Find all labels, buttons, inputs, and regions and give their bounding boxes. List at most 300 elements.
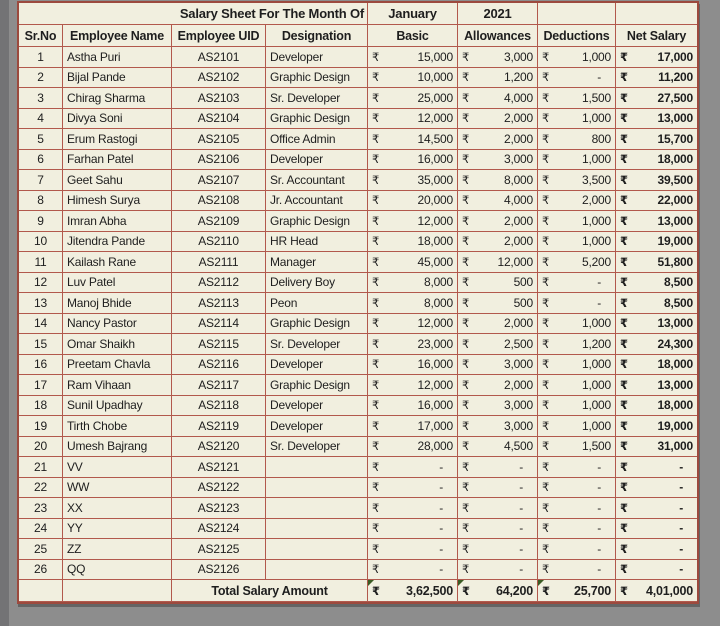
cell-basic[interactable]: ₹ -: [368, 519, 458, 540]
cell-sr-no[interactable]: 8: [19, 191, 63, 212]
total-allowances-cell[interactable]: ₹ 64,200: [458, 580, 538, 602]
rupee-icon: ₹: [462, 154, 470, 167]
rupee-icon: ₹: [542, 564, 550, 577]
cell-basic[interactable]: ₹ 8,000: [368, 273, 458, 294]
cell-net-salary[interactable]: ₹ 51,800: [616, 252, 697, 273]
cell-basic[interactable]: ₹ 12,000: [368, 211, 458, 232]
cell-designation[interactable]: Jr. Accountant: [266, 191, 368, 212]
column-header-employee-name[interactable]: Employee Name: [63, 25, 172, 47]
cell-allowances[interactable]: ₹ 8,000: [458, 170, 538, 191]
rupee-icon: ₹: [620, 420, 628, 433]
rupee-icon: ₹: [462, 400, 470, 413]
table-row: [19, 334, 697, 355]
rupee-icon: ₹: [372, 277, 380, 290]
cell-employee-name[interactable]: Farhan Patel: [63, 150, 172, 171]
cell-net-salary[interactable]: ₹ 17,000: [616, 47, 697, 68]
cell-allowances[interactable]: ₹ -: [458, 478, 538, 499]
table-row: [19, 129, 697, 150]
cell-sr-no[interactable]: 17: [19, 375, 63, 396]
rupee-icon: ₹: [372, 256, 380, 269]
cell-sr-no[interactable]: 4: [19, 109, 63, 130]
sheet-title: Salary Sheet For The Month Of: [179, 6, 364, 21]
rupee-icon: ₹: [542, 502, 550, 515]
cell-basic[interactable]: ₹ -: [368, 498, 458, 519]
cell-employee-name[interactable]: Omar Shaikh: [63, 334, 172, 355]
cell-allowances[interactable]: ₹ 4,000: [458, 88, 538, 109]
table-row: [19, 314, 697, 335]
cell-deductions[interactable]: ₹ -: [538, 519, 616, 540]
cell-employee-uid[interactable]: AS2105: [172, 129, 266, 150]
cell-deductions[interactable]: ₹ -: [538, 68, 616, 89]
rupee-icon: ₹: [462, 338, 470, 351]
cell-sr-no[interactable]: 1: [19, 47, 63, 68]
cell-sr-no[interactable]: 22: [19, 478, 63, 499]
cell-employee-uid[interactable]: AS2115: [172, 334, 266, 355]
cell-basic[interactable]: ₹ 25,000: [368, 88, 458, 109]
cell-deductions[interactable]: ₹ -: [538, 457, 616, 478]
cell-employee-uid[interactable]: AS2120: [172, 437, 266, 458]
column-header-net-salary[interactable]: Net Salary: [616, 25, 697, 47]
cell-allowances[interactable]: ₹ 3,000: [458, 355, 538, 376]
cell-designation[interactable]: Developer: [266, 47, 368, 68]
cell-basic[interactable]: ₹ 8,000: [368, 293, 458, 314]
cell-net-salary[interactable]: ₹ 22,000: [616, 191, 697, 212]
rupee-icon: ₹: [542, 215, 550, 228]
cell-employee-name[interactable]: Jitendra Pande: [63, 232, 172, 253]
cell-allowances[interactable]: ₹ 2,000: [458, 211, 538, 232]
rupee-icon: ₹: [620, 482, 628, 495]
rupee-icon: ₹: [542, 133, 550, 146]
cell-sr-no[interactable]: 19: [19, 416, 63, 437]
rupee-icon: ₹: [620, 502, 628, 515]
rupee-icon: ₹: [372, 338, 380, 351]
cell-deductions[interactable]: ₹ -: [538, 539, 616, 560]
cell-allowances[interactable]: ₹ 2,000: [458, 232, 538, 253]
cell-allowances[interactable]: ₹ 4,000: [458, 191, 538, 212]
cell-basic[interactable]: ₹ 16,000: [368, 355, 458, 376]
cell-deductions[interactable]: ₹ 5,200: [538, 252, 616, 273]
cell-employee-name[interactable]: Himesh Surya: [63, 191, 172, 212]
cell-sr-no[interactable]: 5: [19, 129, 63, 150]
cell-net-salary[interactable]: ₹ 8,500: [616, 293, 697, 314]
cell-sr-no[interactable]: 7: [19, 170, 63, 191]
cell-allowances[interactable]: ₹ 3,000: [458, 47, 538, 68]
cell-allowances[interactable]: ₹ 3,000: [458, 416, 538, 437]
rupee-icon: ₹: [542, 277, 550, 290]
cell-employee-name[interactable]: QQ: [63, 560, 172, 581]
cell-net-salary[interactable]: ₹ 18,000: [616, 355, 697, 376]
cell-net-salary[interactable]: ₹ 18,000: [616, 150, 697, 171]
table-row: [19, 498, 697, 519]
cell-sr-no[interactable]: 21: [19, 457, 63, 478]
rupee-icon: ₹: [372, 154, 380, 167]
rupee-icon: ₹: [542, 195, 550, 208]
cell-net-salary[interactable]: ₹ -: [616, 519, 697, 540]
cell-deductions[interactable]: ₹ 1,200: [538, 334, 616, 355]
cell-allowances[interactable]: ₹ 500: [458, 293, 538, 314]
cell-employee-uid[interactable]: AS2112: [172, 273, 266, 294]
column-header-basic[interactable]: Basic: [368, 25, 458, 47]
cell-sr-no[interactable]: 23: [19, 498, 63, 519]
column-header-deductions[interactable]: Deductions: [538, 25, 616, 47]
cell-employee-uid[interactable]: AS2121: [172, 457, 266, 478]
cell-employee-name[interactable]: Bijal Pande: [63, 68, 172, 89]
cell-employee-uid[interactable]: AS2109: [172, 211, 266, 232]
rupee-icon: ₹: [542, 113, 550, 126]
cell-employee-name[interactable]: Nancy Pastor: [63, 314, 172, 335]
cell-basic[interactable]: ₹ 14,500: [368, 129, 458, 150]
cell-allowances[interactable]: ₹ 500: [458, 273, 538, 294]
rupee-icon: ₹: [620, 585, 628, 598]
sheet-title-cell[interactable]: [19, 3, 368, 25]
cell-allowances[interactable]: ₹ 3,000: [458, 150, 538, 171]
cell-employee-name[interactable]: Manoj Bhide: [63, 293, 172, 314]
cell-net-salary[interactable]: ₹ 13,000: [616, 375, 697, 396]
column-header-employee-uid[interactable]: Employee UID: [172, 25, 266, 47]
column-header-sr-no[interactable]: Sr.No: [19, 25, 63, 47]
cell-basic[interactable]: ₹ -: [368, 478, 458, 499]
rupee-icon: ₹: [542, 51, 550, 64]
cell-deductions[interactable]: ₹ 1,000: [538, 109, 616, 130]
cell-net-salary[interactable]: ₹ 27,500: [616, 88, 697, 109]
cell-employee-name[interactable]: YY: [63, 519, 172, 540]
cell-sr-no[interactable]: 26: [19, 560, 63, 581]
cell-designation[interactable]: [266, 498, 368, 519]
cell-employee-name[interactable]: Umesh Bajrang: [63, 437, 172, 458]
cell-designation[interactable]: Graphic Design: [266, 375, 368, 396]
rupee-icon: ₹: [620, 133, 628, 146]
rupee-icon: ₹: [542, 461, 550, 474]
cell-basic[interactable]: ₹ -: [368, 539, 458, 560]
cell-designation[interactable]: Sr. Accountant: [266, 170, 368, 191]
cell-basic[interactable]: ₹ -: [368, 560, 458, 581]
cell-allowances[interactable]: ₹ 3,000: [458, 396, 538, 417]
cell-basic[interactable]: ₹ 12,000: [368, 314, 458, 335]
cell-sr-no[interactable]: 3: [19, 88, 63, 109]
cell-sr-no[interactable]: 24: [19, 519, 63, 540]
cell-allowances[interactable]: ₹ 12,000: [458, 252, 538, 273]
cell-designation[interactable]: Developer: [266, 355, 368, 376]
cell-employee-uid[interactable]: AS2124: [172, 519, 266, 540]
cell-basic[interactable]: ₹ 23,000: [368, 334, 458, 355]
cell-employee-name[interactable]: Erum Rastogi: [63, 129, 172, 150]
cell-allowances[interactable]: ₹ -: [458, 560, 538, 581]
rupee-icon: ₹: [462, 379, 470, 392]
cell-designation[interactable]: Graphic Design: [266, 314, 368, 335]
cell-basic[interactable]: ₹ 45,000: [368, 252, 458, 273]
cell-net-salary[interactable]: ₹ 39,500: [616, 170, 697, 191]
rupee-icon: ₹: [542, 338, 550, 351]
cell-designation[interactable]: Developer: [266, 396, 368, 417]
cell-net-salary[interactable]: ₹ 24,300: [616, 334, 697, 355]
cell-net-salary[interactable]: ₹ -: [616, 539, 697, 560]
cell-designation[interactable]: Graphic Design: [266, 211, 368, 232]
table-row: [19, 355, 697, 376]
cell-allowances[interactable]: ₹ -: [458, 498, 538, 519]
cell-designation[interactable]: [266, 478, 368, 499]
cell-net-salary[interactable]: ₹ 19,000: [616, 232, 697, 253]
total-label-cell[interactable]: Total Salary Amount: [172, 580, 368, 602]
rupee-icon: ₹: [372, 215, 380, 228]
cell-net-salary[interactable]: ₹ 13,000: [616, 314, 697, 335]
cell-allowances[interactable]: ₹ 2,000: [458, 109, 538, 130]
cell-employee-uid[interactable]: AS2119: [172, 416, 266, 437]
cell-sr-no[interactable]: 14: [19, 314, 63, 335]
rupee-icon: ₹: [462, 461, 470, 474]
cell-employee-name[interactable]: Imran Abha: [63, 211, 172, 232]
cell-employee-name[interactable]: Sunil Upadhay: [63, 396, 172, 417]
rupee-icon: ₹: [620, 543, 628, 556]
rupee-icon: ₹: [620, 564, 628, 577]
cell-deductions[interactable]: ₹ 1,000: [538, 150, 616, 171]
cell-employee-name[interactable]: Kailash Rane: [63, 252, 172, 273]
rupee-icon: ₹: [542, 441, 550, 454]
cell-sr-no[interactable]: 2: [19, 68, 63, 89]
cell-sr-no[interactable]: 20: [19, 437, 63, 458]
rupee-icon: ₹: [462, 195, 470, 208]
cell-deductions[interactable]: ₹ 1,000: [538, 355, 616, 376]
cell-employee-uid[interactable]: AS2126: [172, 560, 266, 581]
rupee-icon: ₹: [462, 585, 470, 598]
cell-deductions[interactable]: ₹ -: [538, 478, 616, 499]
empty-cell[interactable]: [19, 580, 63, 602]
rupee-icon: ₹: [620, 523, 628, 536]
cell-net-salary[interactable]: ₹ 13,000: [616, 211, 697, 232]
rupee-icon: ₹: [620, 154, 628, 167]
cell-designation[interactable]: Sr. Developer: [266, 88, 368, 109]
cell-deductions[interactable]: ₹ -: [538, 498, 616, 519]
cell-designation[interactable]: Manager: [266, 252, 368, 273]
empty-cell[interactable]: [538, 3, 616, 25]
cell-net-salary[interactable]: ₹ 13,000: [616, 109, 697, 130]
cell-deductions[interactable]: ₹ 1,500: [538, 437, 616, 458]
cell-employee-name[interactable]: XX: [63, 498, 172, 519]
cell-employee-name[interactable]: VV: [63, 457, 172, 478]
cell-basic[interactable]: ₹ 35,000: [368, 170, 458, 191]
cell-employee-uid[interactable]: AS2123: [172, 498, 266, 519]
column-header-designation[interactable]: Designation: [266, 25, 368, 47]
cell-employee-uid[interactable]: AS2118: [172, 396, 266, 417]
table-row: [19, 88, 697, 109]
rupee-icon: ₹: [372, 564, 380, 577]
cell-basic[interactable]: ₹ 28,000: [368, 437, 458, 458]
cell-allowances[interactable]: ₹ -: [458, 519, 538, 540]
cell-deductions[interactable]: ₹ 1,000: [538, 375, 616, 396]
cell-net-salary[interactable]: ₹ 15,700: [616, 129, 697, 150]
cell-employee-name[interactable]: Luv Patel: [63, 273, 172, 294]
cell-designation[interactable]: Sr. Developer: [266, 334, 368, 355]
cell-deductions[interactable]: ₹ 1,000: [538, 47, 616, 68]
total-net-salary-cell[interactable]: ₹ 4,01,000: [616, 580, 697, 602]
rupee-icon: ₹: [462, 543, 470, 556]
rupee-icon: ₹: [462, 215, 470, 228]
cell-deductions[interactable]: ₹ -: [538, 293, 616, 314]
cell-sr-no[interactable]: 12: [19, 273, 63, 294]
cell-net-salary[interactable]: ₹ -: [616, 478, 697, 499]
cell-deductions[interactable]: ₹ 1,000: [538, 211, 616, 232]
rupee-icon: ₹: [542, 174, 550, 187]
cell-deductions[interactable]: ₹ 1,000: [538, 396, 616, 417]
cell-allowances[interactable]: ₹ 2,000: [458, 314, 538, 335]
cell-sr-no[interactable]: 16: [19, 355, 63, 376]
cell-net-salary[interactable]: ₹ -: [616, 560, 697, 581]
cell-basic[interactable]: ₹ 17,000: [368, 416, 458, 437]
cell-employee-uid[interactable]: AS2125: [172, 539, 266, 560]
rupee-icon: ₹: [372, 543, 380, 556]
total-deductions-cell[interactable]: ₹ 25,700: [538, 580, 616, 602]
table-row: [19, 396, 697, 417]
cell-deductions[interactable]: ₹ 800: [538, 129, 616, 150]
cell-allowances[interactable]: ₹ 4,500: [458, 437, 538, 458]
cell-employee-name[interactable]: Preetam Chavla: [63, 355, 172, 376]
empty-cell[interactable]: [63, 580, 172, 602]
cell-allowances[interactable]: ₹ 1,200: [458, 68, 538, 89]
empty-cell[interactable]: [616, 3, 697, 25]
cell-deductions[interactable]: ₹ 3,500: [538, 170, 616, 191]
cell-employee-uid[interactable]: AS2107: [172, 170, 266, 191]
cell-employee-name[interactable]: ZZ: [63, 539, 172, 560]
cell-employee-uid[interactable]: AS2116: [172, 355, 266, 376]
rupee-icon: ₹: [372, 482, 380, 495]
cell-employee-name[interactable]: Chirag Sharma: [63, 88, 172, 109]
cell-net-salary[interactable]: ₹ 8,500: [616, 273, 697, 294]
rupee-icon: ₹: [372, 359, 380, 372]
rupee-icon: ₹: [372, 420, 380, 433]
cell-designation[interactable]: Developer: [266, 416, 368, 437]
cell-net-salary[interactable]: ₹ 31,000: [616, 437, 697, 458]
cell-basic[interactable]: ₹ 16,000: [368, 396, 458, 417]
cell-allowances[interactable]: ₹ -: [458, 457, 538, 478]
rupee-icon: ₹: [462, 502, 470, 515]
cell-sr-no[interactable]: 15: [19, 334, 63, 355]
cell-sr-no[interactable]: 9: [19, 211, 63, 232]
cell-basic[interactable]: ₹ 20,000: [368, 191, 458, 212]
cell-employee-name[interactable]: WW: [63, 478, 172, 499]
cell-employee-uid[interactable]: AS2102: [172, 68, 266, 89]
rupee-icon: ₹: [542, 297, 550, 310]
rupee-icon: ₹: [542, 154, 550, 167]
cell-basic[interactable]: ₹ 15,000: [368, 47, 458, 68]
cell-sr-no[interactable]: 18: [19, 396, 63, 417]
cell-basic[interactable]: ₹ 12,000: [368, 375, 458, 396]
cell-designation[interactable]: HR Head: [266, 232, 368, 253]
cell-designation[interactable]: [266, 457, 368, 478]
cell-employee-uid[interactable]: AS2106: [172, 150, 266, 171]
table-row: [19, 68, 697, 89]
cell-deductions[interactable]: ₹ -: [538, 273, 616, 294]
cell-sr-no[interactable]: 11: [19, 252, 63, 273]
cell-deductions[interactable]: ₹ -: [538, 560, 616, 581]
rupee-icon: ₹: [462, 236, 470, 249]
cell-designation[interactable]: Office Admin: [266, 129, 368, 150]
cell-allowances[interactable]: ₹ 2,500: [458, 334, 538, 355]
cell-basic[interactable]: ₹ 18,000: [368, 232, 458, 253]
cell-net-salary[interactable]: ₹ -: [616, 498, 697, 519]
cell-designation[interactable]: Delivery Boy: [266, 273, 368, 294]
cell-net-salary[interactable]: ₹ 18,000: [616, 396, 697, 417]
cell-sr-no[interactable]: 10: [19, 232, 63, 253]
cell-allowances[interactable]: ₹ 2,000: [458, 375, 538, 396]
rupee-icon: ₹: [372, 502, 380, 515]
cell-employee-uid[interactable]: AS2108: [172, 191, 266, 212]
cell-designation[interactable]: Peon: [266, 293, 368, 314]
table-row: [19, 170, 697, 191]
rupee-icon: ₹: [372, 400, 380, 413]
year-cell[interactable]: 2021: [458, 3, 538, 25]
month-cell[interactable]: January: [368, 3, 458, 25]
cell-sr-no[interactable]: 13: [19, 293, 63, 314]
rupee-icon: ₹: [620, 256, 628, 269]
cell-employee-name[interactable]: Ram Vihaan: [63, 375, 172, 396]
cell-net-salary[interactable]: ₹ 19,000: [616, 416, 697, 437]
cell-designation[interactable]: [266, 560, 368, 581]
rupee-icon: ₹: [462, 133, 470, 146]
cell-employee-uid[interactable]: AS2101: [172, 47, 266, 68]
cell-employee-name[interactable]: Tirth Chobe: [63, 416, 172, 437]
cell-designation[interactable]: Graphic Design: [266, 109, 368, 130]
rupee-icon: ₹: [462, 359, 470, 372]
total-basic-cell[interactable]: ₹ 3,62,500: [368, 580, 458, 602]
table-row: [19, 47, 697, 68]
cell-basic[interactable]: ₹ 16,000: [368, 150, 458, 171]
column-header-allowances[interactable]: Allowances: [458, 25, 538, 47]
table-row: [19, 273, 697, 294]
cell-sr-no[interactable]: 6: [19, 150, 63, 171]
cell-employee-uid[interactable]: AS2104: [172, 109, 266, 130]
cell-deductions[interactable]: ₹ 1,000: [538, 232, 616, 253]
cell-net-salary[interactable]: ₹ 11,200: [616, 68, 697, 89]
cell-designation[interactable]: [266, 539, 368, 560]
cell-allowances[interactable]: ₹ 2,000: [458, 129, 538, 150]
rupee-icon: ₹: [372, 113, 380, 126]
cell-employee-uid[interactable]: AS2114: [172, 314, 266, 335]
cell-deductions[interactable]: ₹ 1,000: [538, 314, 616, 335]
table-row: [19, 109, 697, 130]
window-left-edge: [0, 0, 9, 626]
cell-designation[interactable]: Graphic Design: [266, 68, 368, 89]
cell-designation[interactable]: [266, 519, 368, 540]
cell-employee-uid[interactable]: AS2111: [172, 252, 266, 273]
cell-deductions[interactable]: ₹ 1,000: [538, 416, 616, 437]
rupee-icon: ₹: [620, 461, 628, 474]
cell-net-salary[interactable]: ₹ -: [616, 457, 697, 478]
table-row: [19, 437, 697, 458]
cell-sr-no[interactable]: 25: [19, 539, 63, 560]
cell-basic[interactable]: ₹ 10,000: [368, 68, 458, 89]
cell-employee-uid[interactable]: AS2113: [172, 293, 266, 314]
cell-employee-uid[interactable]: AS2122: [172, 478, 266, 499]
header-row: [19, 25, 697, 47]
cell-deductions[interactable]: ₹ 2,000: [538, 191, 616, 212]
rupee-icon: ₹: [620, 236, 628, 249]
cell-designation[interactable]: Sr. Developer: [266, 437, 368, 458]
cell-employee-uid[interactable]: AS2117: [172, 375, 266, 396]
cell-designation[interactable]: Developer: [266, 150, 368, 171]
cell-employee-uid[interactable]: AS2110: [172, 232, 266, 253]
cell-basic[interactable]: ₹ 12,000: [368, 109, 458, 130]
rupee-icon: ₹: [620, 195, 628, 208]
cell-employee-name[interactable]: Geet Sahu: [63, 170, 172, 191]
cell-employee-name[interactable]: Divya Soni: [63, 109, 172, 130]
cell-employee-name[interactable]: Astha Puri: [63, 47, 172, 68]
rupee-icon: ₹: [372, 236, 380, 249]
cell-deductions[interactable]: ₹ 1,500: [538, 88, 616, 109]
cell-employee-uid[interactable]: AS2103: [172, 88, 266, 109]
cell-basic[interactable]: ₹ -: [368, 457, 458, 478]
cell-allowances[interactable]: ₹ -: [458, 539, 538, 560]
table-row: [19, 539, 697, 560]
rupee-icon: ₹: [542, 420, 550, 433]
